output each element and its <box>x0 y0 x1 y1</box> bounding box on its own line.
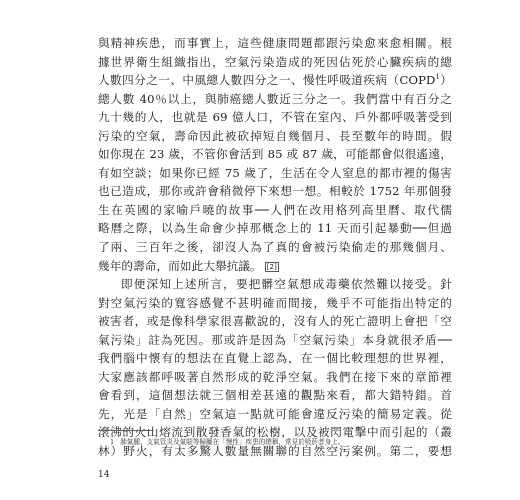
reference-marker[interactable]: [2] <box>266 262 277 271</box>
text-line: 滾沸的火山熔流到散發香氣的松樹，以及被閃電擊中而引起的（叢 <box>98 425 452 440</box>
footnote-marker[interactable]: 1 <box>435 73 440 82</box>
text-line: 了兩、三百年之後，卻沒人為了真的會被污染偷走的那幾個月、 <box>98 240 452 255</box>
text-segment: 人數四分之一、中風總人數四分之一、慢性呼吸道疾病（COPD <box>98 73 436 88</box>
text-line: 大家應該都呼吸著自然形成的乾淨空氣。我們在接下來的章節裡 <box>98 369 452 384</box>
text-line: 我們腦中懷有的想法在直覺上認為，在一個比較理想的世界裡， <box>98 351 452 366</box>
text-line: 即便深知上述所言，要把髒空氣想成毒藥依然難以接受。針 <box>121 277 452 292</box>
text-line: 與精神疾患，而事實上，這些健康問題都跟污染愈來愈相關。根 <box>98 36 452 50</box>
text-line: 也已造成，那你或許會稍微停下來想一想。相較於 1752 年那個發 <box>98 184 452 199</box>
text-line: 氣污染」註為死因。那或許是因為「空氣污染」本身就很矛盾── <box>98 332 452 347</box>
paragraph-1 <box>98 34 452 275</box>
text-line: 有如空談；如果你已經 75 歲了，生活在令人窒息的都市裡的傷害 <box>98 165 452 180</box>
footnote-divider <box>98 430 154 431</box>
text-segment: 幾年的壽命，而如此大舉抗議。 <box>98 258 262 273</box>
text-line: 污染的空氣，壽命因此被砍掉短自幾個月、長至數年的時間。假 <box>98 128 452 143</box>
text-line: 據世界衛生組織指出，空氣污染造成的死因佔死於心臟疾病的總 <box>98 54 452 69</box>
text-line: 被害者，或是像科學家很喜歡說的，沒有人的死亡證明上會把「空 <box>98 314 452 329</box>
footnote-number: 1 <box>110 438 115 446</box>
text-line: 林）野火，有太多驚人數量無關聯的自然空污案例。第二，要想 <box>98 444 452 459</box>
text-line: 會看到，這個想法就三個相差甚遠的觀點來看，都大錯特錯。首 <box>98 388 452 403</box>
text-line: 生在英國的家喻戶曉的故事──人們在改用格列高里曆、取代儒 <box>98 202 452 217</box>
text-line: 略曆之際，以為生命會少掉那概念上的 11 天而引起暴動──但過 <box>98 221 452 236</box>
text-line: 先，光是「自然」空氣這一點就可能會違反污染的簡易定義。從 <box>98 406 452 421</box>
footnote <box>110 438 452 447</box>
text-line: 九十幾的人，也就是 69 億人口，不管在室內、戶外都呼吸著受到 <box>98 110 452 125</box>
page-number: 14 <box>98 470 110 480</box>
text-line <box>98 257 452 276</box>
text-line: 總人數 40％以上，與肺癌總人數近三分之一。我們當中有百分之 <box>98 91 452 106</box>
text-line: 如你現在 23 歲，不管你會活到 85 或 87 歲，可能都會似很遙遠， <box>98 147 452 162</box>
text-line: 人數四分之一、中風總人數四分之一、慢性呼吸道疾病（COPD$^1$） <box>98 73 452 88</box>
text-line: 對空氣污染的寬容感覺不甚明確而間接，幾乎不可能指出特定的 <box>98 295 452 310</box>
footnote-text: 肺氣腫、支氣管炎及氣喘等歸屬在「慢性」疾患的總稱，常見於吸菸者身上。 <box>120 438 345 446</box>
body-text <box>98 34 452 461</box>
paragraph-2 <box>98 275 452 460</box>
